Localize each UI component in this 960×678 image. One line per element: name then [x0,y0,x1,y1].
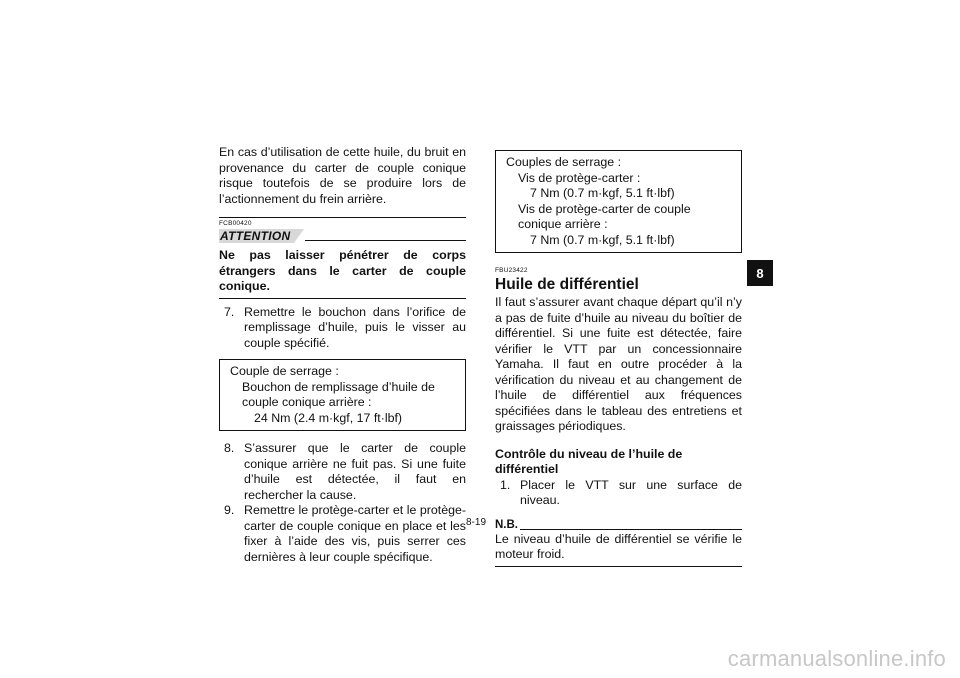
note-end-rule [495,566,742,567]
page-number: 8-19 [466,517,487,528]
note-label: N.B. [495,518,518,531]
step-1-number: 1. [500,477,511,492]
note-header [495,519,742,532]
torque-box-title: Couples de serrage : [506,155,622,169]
note-rule [520,529,742,530]
section-code: FBU23422 [495,267,528,274]
subsection-heading: Contrôle du niveau de l’huile de différentiel [495,446,683,476]
watermark: carmanualsonline.info [727,646,946,671]
step-9 [224,503,466,565]
right-column [495,145,742,567]
attention-warning: Ne pas laisser pénétrer de corps étrangers dans le carter de couple conique. [219,248,466,299]
step-9-text: Remettre le protège-carter et le protège-carter de couple conique en place et les fixer à l’aide des vis, puis serrer ces dernières à leur couple spécifique. [244,503,466,564]
left-column [219,145,466,565]
attention-code: FCB00420 [219,220,252,227]
attention-rule [305,240,466,241]
attention-header [219,217,466,242]
section-title: Huile de différentiel [495,276,639,293]
step-1-text: Placer le VTT sur une surface de niveau. [520,477,742,507]
step-7-text: Remettre le bouchon dans l’orifice de remplissage d’huile, puis le visser au couple spécifié. [244,304,466,350]
intro-paragraph: En cas d’utilisation de cette huile, du bruit en provenance du carter de couple conique risque toutefois de se produire lors de l’actionnement du frein arrière. [219,145,466,206]
step-8 [224,441,466,503]
torque-box-value: 7 Nm (0.7 m·kgf, 5.1 ft·lbf) [530,186,675,200]
torque-box-value: 7 Nm (0.7 m·kgf, 5.1 ft·lbf) [530,232,675,247]
torque-box-item: Vis de protège-carter : [518,170,641,185]
step-7-number: 7. [224,304,235,319]
attention-badge: ATTENTION [219,229,294,243]
torque-box-value: 24 Nm (2.4 m·kgf, 17 ft·lbf) [254,410,403,425]
step-7 [224,305,466,352]
note-text: Le niveau d’huile de différentiel se vérifie le moteur froid. [495,531,742,561]
step-8-number: 8. [224,441,235,455]
chapter-tab: 8 [747,260,773,286]
step-8-text: S’assurer que le carter de couple conique arrière ne fuit pas. Si une fuite d’huile est détectée, il faut en rechercher la cause. [244,441,466,502]
torque-box-item: Vis de protège-carter de couple conique arrière : [518,201,691,231]
step-9-number: 9. [224,503,235,517]
torque-box-title: Couple de serrage : [230,364,339,378]
torque-spec-box-right [495,150,742,253]
torque-box-item: Bouchon de remplissage d’huile de couple conique arrière : [242,379,435,409]
section-paragraph: Il faut s’assurer avant chaque départ qu’il n’y a pas de fuite d’huile au niveau du boîtier de différentiel. Si une fuite est détectée, faire vérifier le VTT par un concessionnaire Yamaha. Il faut en outre procéder à la vérification du niveau et au changement de l’huile de différentiel aux fréquences spécifiées dans le tableau des entretiens et graissages périodiques. [495,295,742,433]
step-1 [500,478,742,509]
torque-spec-box-left [219,359,466,431]
